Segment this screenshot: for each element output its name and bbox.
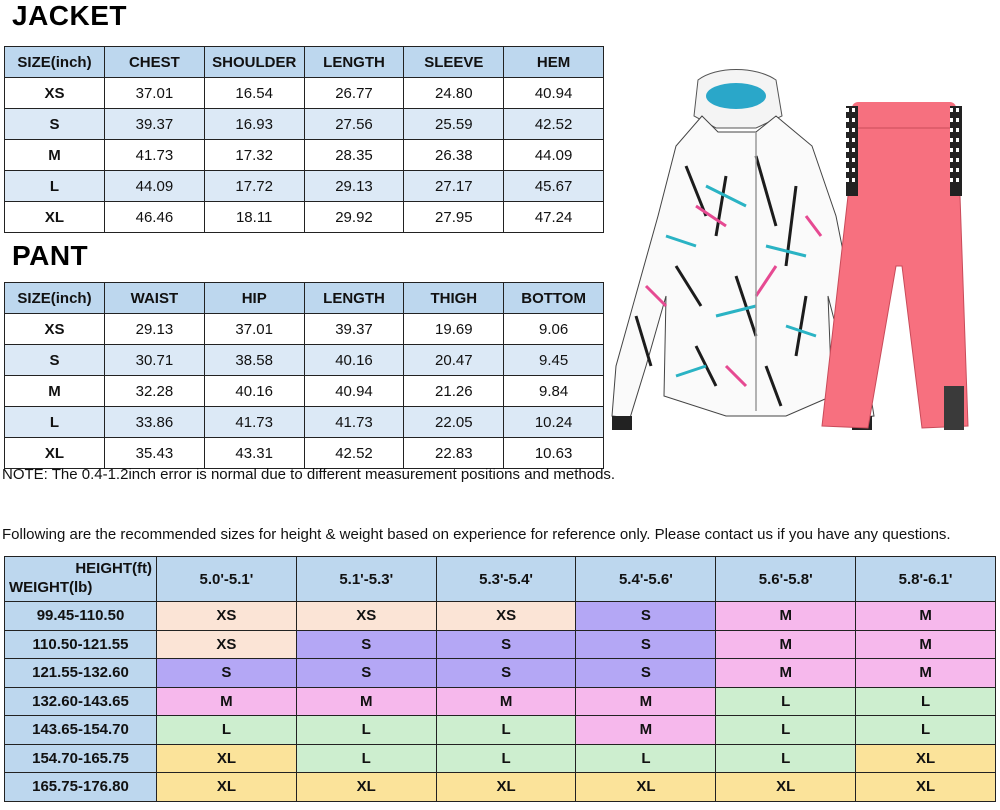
jacket-cell: 44.09 — [504, 140, 604, 171]
recommended-size: S — [157, 659, 297, 688]
recommended-size: M — [716, 602, 856, 631]
pant-size: S — [5, 345, 105, 376]
table-row — [5, 630, 996, 659]
pant-cell: 39.37 — [304, 314, 404, 345]
table-row — [5, 602, 996, 631]
height-header: 5.0'-5.1' — [157, 557, 297, 602]
pant-size: M — [5, 376, 105, 407]
weight-range: 121.55-132.60 — [5, 659, 157, 688]
pant-cell: 43.31 — [204, 438, 304, 469]
pant-header: SIZE(inch) — [5, 283, 105, 314]
weight-range: 143.65-154.70 — [5, 716, 157, 745]
pant-header: HIP — [204, 283, 304, 314]
recommended-size: L — [296, 744, 436, 773]
recommended-size: L — [716, 716, 856, 745]
jacket-cell: 28.35 — [304, 140, 404, 171]
jacket-header: SHOULDER — [204, 47, 304, 78]
weight-range: 132.60-143.65 — [5, 687, 157, 716]
jacket-cell: 40.94 — [504, 78, 604, 109]
pant-cell: 40.94 — [304, 376, 404, 407]
recommended-size: S — [436, 659, 576, 688]
recommendation-header-row — [5, 557, 996, 602]
pant-cell: 21.26 — [404, 376, 504, 407]
pant-cell: 22.05 — [404, 407, 504, 438]
table-row — [5, 744, 996, 773]
recommended-size: XL — [436, 773, 576, 802]
pant-size-table — [4, 282, 604, 469]
jacket-size: S — [5, 109, 105, 140]
pant-size: XL — [5, 438, 105, 469]
jacket-cell: 46.46 — [105, 202, 205, 233]
table-row — [5, 202, 604, 233]
pant-header-row — [5, 283, 604, 314]
recommended-size: M — [716, 659, 856, 688]
recommended-size: L — [576, 744, 716, 773]
pant-header: LENGTH — [304, 283, 404, 314]
height-header: 5.1'-5.3' — [296, 557, 436, 602]
pant-cell: 33.86 — [105, 407, 205, 438]
jacket-cell: 39.37 — [105, 109, 205, 140]
table-row — [5, 171, 604, 202]
pant-title: PANT — [12, 240, 89, 271]
recommended-size: XS — [157, 630, 297, 659]
table-row — [5, 687, 996, 716]
weight-range: 154.70-165.75 — [5, 744, 157, 773]
pant-cell: 41.73 — [204, 407, 304, 438]
table-row — [5, 407, 604, 438]
recommended-size: S — [576, 630, 716, 659]
height-label: HEIGHT(ft) — [75, 560, 152, 577]
jacket-cell: 47.24 — [504, 202, 604, 233]
height-header: 5.3'-5.4' — [436, 557, 576, 602]
jacket-cell: 27.95 — [404, 202, 504, 233]
table-row — [5, 109, 604, 140]
pant-cell: 10.24 — [504, 407, 604, 438]
jacket-header: LENGTH — [304, 47, 404, 78]
table-row — [5, 345, 604, 376]
recommended-size: XL — [157, 773, 297, 802]
recommended-size: S — [296, 630, 436, 659]
recommended-size: XL — [856, 744, 996, 773]
recommended-size: L — [856, 716, 996, 745]
recommended-size: XL — [157, 744, 297, 773]
recommended-size: M — [856, 630, 996, 659]
recommended-size: M — [856, 602, 996, 631]
jacket-cell: 41.73 — [105, 140, 205, 171]
table-row — [5, 659, 996, 688]
jacket-cell: 26.38 — [404, 140, 504, 171]
recommended-size: XL — [856, 773, 996, 802]
pant-size: L — [5, 407, 105, 438]
jacket-cell: 29.13 — [304, 171, 404, 202]
recommended-size: M — [157, 687, 297, 716]
pant-cell: 38.58 — [204, 345, 304, 376]
recommended-size: L — [296, 716, 436, 745]
recommended-size: M — [296, 687, 436, 716]
jacket-cell: 17.32 — [204, 140, 304, 171]
pant-header: BOTTOM — [504, 283, 604, 314]
jacket-cell: 18.11 — [204, 202, 304, 233]
jacket-header: HEM — [504, 47, 604, 78]
pant-cell: 22.83 — [404, 438, 504, 469]
recommended-size: S — [296, 659, 436, 688]
product-photo — [606, 66, 1000, 446]
pant-cell: 30.71 — [105, 345, 205, 376]
recommended-size: XS — [436, 602, 576, 631]
jacket-cell: 25.59 — [404, 109, 504, 140]
pant-header: WAIST — [105, 283, 205, 314]
jacket-cell: 45.67 — [504, 171, 604, 202]
pant-illustration — [822, 102, 968, 430]
jacket-cell: 37.01 — [105, 78, 205, 109]
jacket-cell: 44.09 — [105, 171, 205, 202]
pant-cell: 37.01 — [204, 314, 304, 345]
jacket-cell: 26.77 — [304, 78, 404, 109]
height-header: 5.8'-6.1' — [856, 557, 996, 602]
pant-cell: 32.28 — [105, 376, 205, 407]
pant-cell: 42.52 — [304, 438, 404, 469]
table-row — [5, 773, 996, 802]
table-row — [5, 314, 604, 345]
recommended-size: L — [436, 744, 576, 773]
recommended-size: XL — [576, 773, 716, 802]
jacket-size: XL — [5, 202, 105, 233]
weight-range: 165.75-176.80 — [5, 773, 157, 802]
jacket-cell: 16.93 — [204, 109, 304, 140]
jacket-cell: 42.52 — [504, 109, 604, 140]
jacket-size: L — [5, 171, 105, 202]
pant-header: THIGH — [404, 283, 504, 314]
pant-cell: 29.13 — [105, 314, 205, 345]
weight-label: WEIGHT(lb) — [9, 579, 93, 596]
recommended-size: L — [856, 687, 996, 716]
recommended-size: M — [576, 716, 716, 745]
pant-cell: 40.16 — [204, 376, 304, 407]
height-header: 5.4'-5.6' — [576, 557, 716, 602]
pant-cell: 35.43 — [105, 438, 205, 469]
jacket-cell: 17.72 — [204, 171, 304, 202]
table-row — [5, 140, 604, 171]
recommended-size: M — [856, 659, 996, 688]
recommended-size: L — [716, 687, 856, 716]
jacket-size: XS — [5, 78, 105, 109]
weight-range: 110.50-121.55 — [5, 630, 157, 659]
jacket-cell: 27.17 — [404, 171, 504, 202]
jacket-header: SLEEVE — [404, 47, 504, 78]
pant-cell: 9.06 — [504, 314, 604, 345]
recommended-size: XS — [157, 602, 297, 631]
height-weight-corner — [5, 557, 157, 602]
jacket-header: CHEST — [105, 47, 205, 78]
measurement-note: NOTE: The 0.4-1.2inch error is normal due to different measurement positions and methods. — [2, 466, 616, 483]
recommended-size: M — [436, 687, 576, 716]
table-row — [5, 716, 996, 745]
weight-range: 99.45-110.50 — [5, 602, 157, 631]
pant-cell: 19.69 — [404, 314, 504, 345]
pant-size: XS — [5, 314, 105, 345]
jacket-cell: 27.56 — [304, 109, 404, 140]
recommendation-intro: Following are the recommended sizes for height & weight based on experience for reference only. Please contact us if you have any questions. — [2, 526, 951, 543]
recommended-size: S — [436, 630, 576, 659]
jacket-cell: 24.80 — [404, 78, 504, 109]
recommended-size: S — [576, 602, 716, 631]
pant-cell: 9.84 — [504, 376, 604, 407]
table-row — [5, 78, 604, 109]
jacket-size: M — [5, 140, 105, 171]
table-row — [5, 376, 604, 407]
pant-cell: 41.73 — [304, 407, 404, 438]
pant-cell: 20.47 — [404, 345, 504, 376]
recommended-size: L — [157, 716, 297, 745]
recommended-size: XS — [296, 602, 436, 631]
height-header: 5.6'-5.8' — [716, 557, 856, 602]
jacket-cell: 16.54 — [204, 78, 304, 109]
recommendation-table — [4, 556, 996, 802]
jacket-size-table — [4, 46, 604, 233]
recommended-size: XL — [296, 773, 436, 802]
jacket-cell: 29.92 — [304, 202, 404, 233]
recommended-size: M — [716, 630, 856, 659]
jacket-header-row — [5, 47, 604, 78]
recommended-size: S — [576, 659, 716, 688]
jacket-header: SIZE(inch) — [5, 47, 105, 78]
recommended-size: XL — [716, 773, 856, 802]
pant-cell: 10.63 — [504, 438, 604, 469]
jacket-title: JACKET — [12, 0, 128, 31]
pant-cell: 40.16 — [304, 345, 404, 376]
pant-cell: 9.45 — [504, 345, 604, 376]
recommended-size: L — [436, 716, 576, 745]
recommended-size: M — [576, 687, 716, 716]
recommended-size: L — [716, 744, 856, 773]
table-row — [5, 438, 604, 469]
